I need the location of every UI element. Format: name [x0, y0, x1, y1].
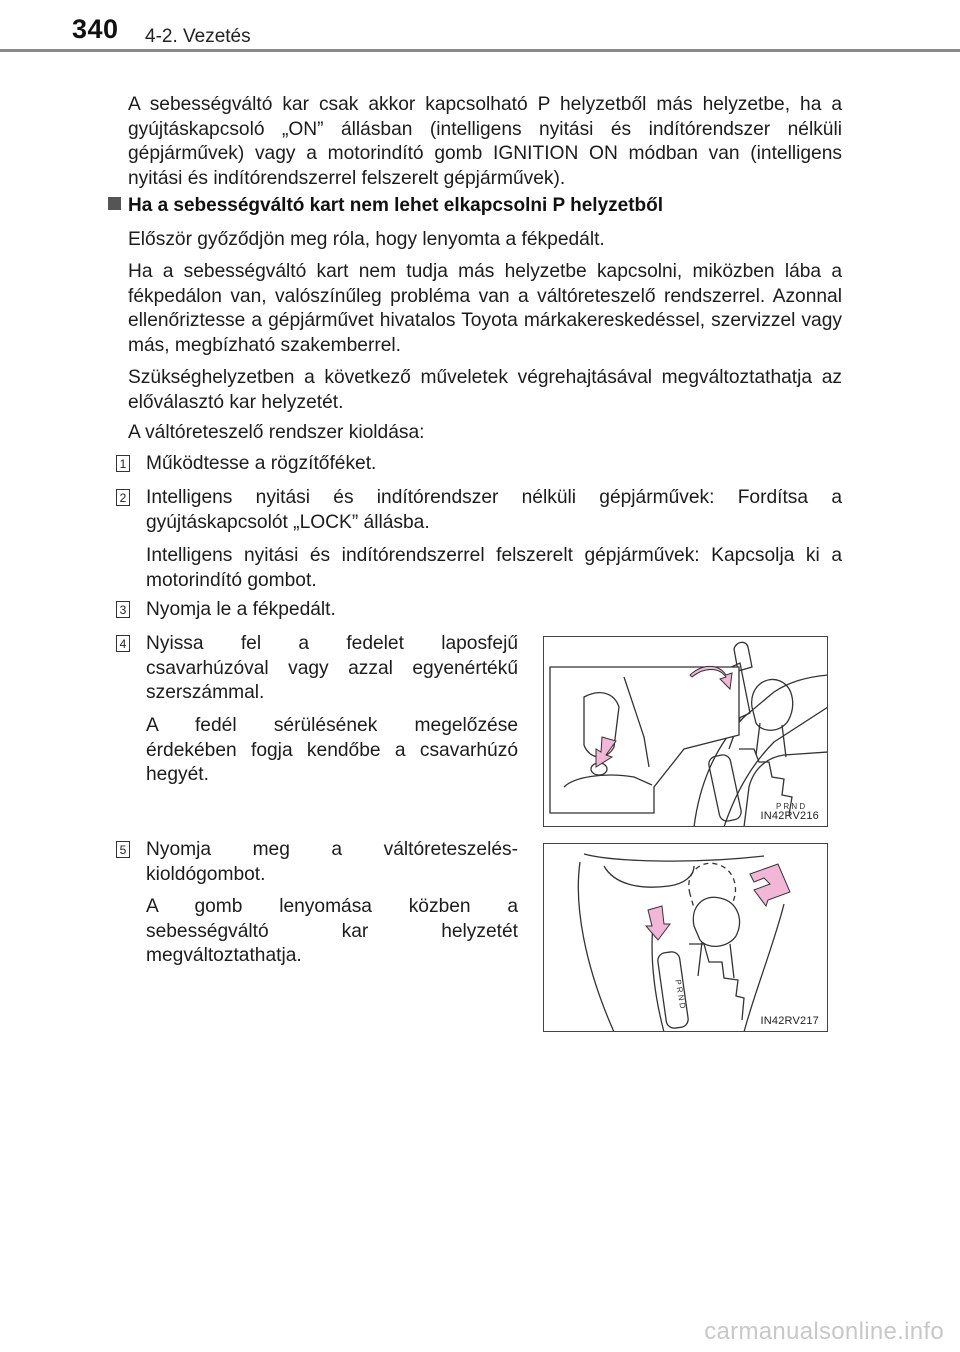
step-number-5: 5 — [116, 841, 130, 858]
step-number-3: 3 — [116, 601, 130, 618]
step-subtext-5: A gomb lenyomása közben a sebességváltó kar helyzetét megváltoztathatja. — [146, 896, 518, 966]
step-text-1: Működtesse a rögzítőféket. — [146, 453, 377, 474]
step-subtext-4: A fedél sérülésének megelőzése érdekében fogja kendőbe a csavarhúzó hegyét. — [146, 715, 518, 785]
paragraph-release-intro: A váltóreteszelő rendszer kioldása: — [128, 422, 425, 443]
step-text-2: Intelligens nyitási és indítórendszer nélküli gépjárművek: Fordítsa a gyújtáskapcsolót „LOCK” állásba. — [146, 487, 842, 533]
header-rule — [0, 49, 960, 52]
step-number-1: 1 — [116, 455, 130, 472]
shift-lock-release-illustration — [544, 844, 828, 1032]
figure-code-1: IN42RV216 — [760, 810, 819, 822]
section-title: 4-2. Vezetés — [145, 26, 251, 47]
intro-paragraph: A sebességváltó kar csak akkor kapcsolható P helyzetből más helyzetbe, ha a gyújtáskapcsoló „ON” állásban (intelligens nyitási és indítórendszer nélküli gépjárművek) vagy a motorindító gomb IGNITION ON módban van (intelligens nyitási és indítórendszerrel felszerelt gépjárművek). — [128, 94, 842, 189]
step-number-2: 2 — [116, 489, 130, 506]
section-heading — [108, 195, 663, 217]
paragraph-shift-lock-problem: Ha a sebességváltó kart nem tudja más helyzetbe kapcsolni, miközben lába a fékpedálon van, valószínűleg probléma van a váltóreteszelő rendszerrel. Azonnal ellenőriztesse a gépjárművet hivatalos Toyota márkakereskedéssel, szervizzel vagy más, megbízható szakemberrel. — [128, 261, 842, 356]
page-number: 340 — [72, 14, 119, 44]
figure-code-2: IN42RV217 — [760, 1015, 819, 1027]
step-text-4: Nyissa fel a fedelet laposfejű csavarhúzóval vagy azzal egyenértékű szerszámmal. — [146, 633, 518, 703]
watermark: carmanualsonline.info — [704, 1318, 944, 1345]
screwdriver-cover-illustration — [544, 637, 828, 827]
figure-shift-lock-release — [543, 843, 828, 1032]
svg-text:P R N D: P R N D — [673, 978, 688, 1010]
paragraph-brake-check: Először győződjön meg róla, hogy lenyomta a fékpedált. — [128, 229, 605, 250]
figure-screwdriver-cover — [543, 636, 828, 827]
svg-text:P R N D: P R N D — [776, 802, 806, 811]
paragraph-emergency: Szükséghelyzetben a következő műveletek végrehajtásával megváltoztathatja az előválasztó kar helyzetét. — [128, 367, 842, 413]
section-heading-text: Ha a sebességváltó kart nem lehet elkapcsolni P helyzetből — [128, 195, 664, 216]
square-bullet-icon — [108, 197, 121, 210]
step-subtext-2: Intelligens nyitási és indítórendszerrel felszerelt gépjárművek: Kapcsolja ki a motorindító gombot. — [146, 545, 842, 591]
step-text-5: Nyomja meg a váltóreteszelés-kioldógombot. — [146, 839, 518, 885]
step-number-4: 4 — [116, 635, 130, 652]
step-text-3: Nyomja le a fékpedált. — [146, 599, 336, 620]
